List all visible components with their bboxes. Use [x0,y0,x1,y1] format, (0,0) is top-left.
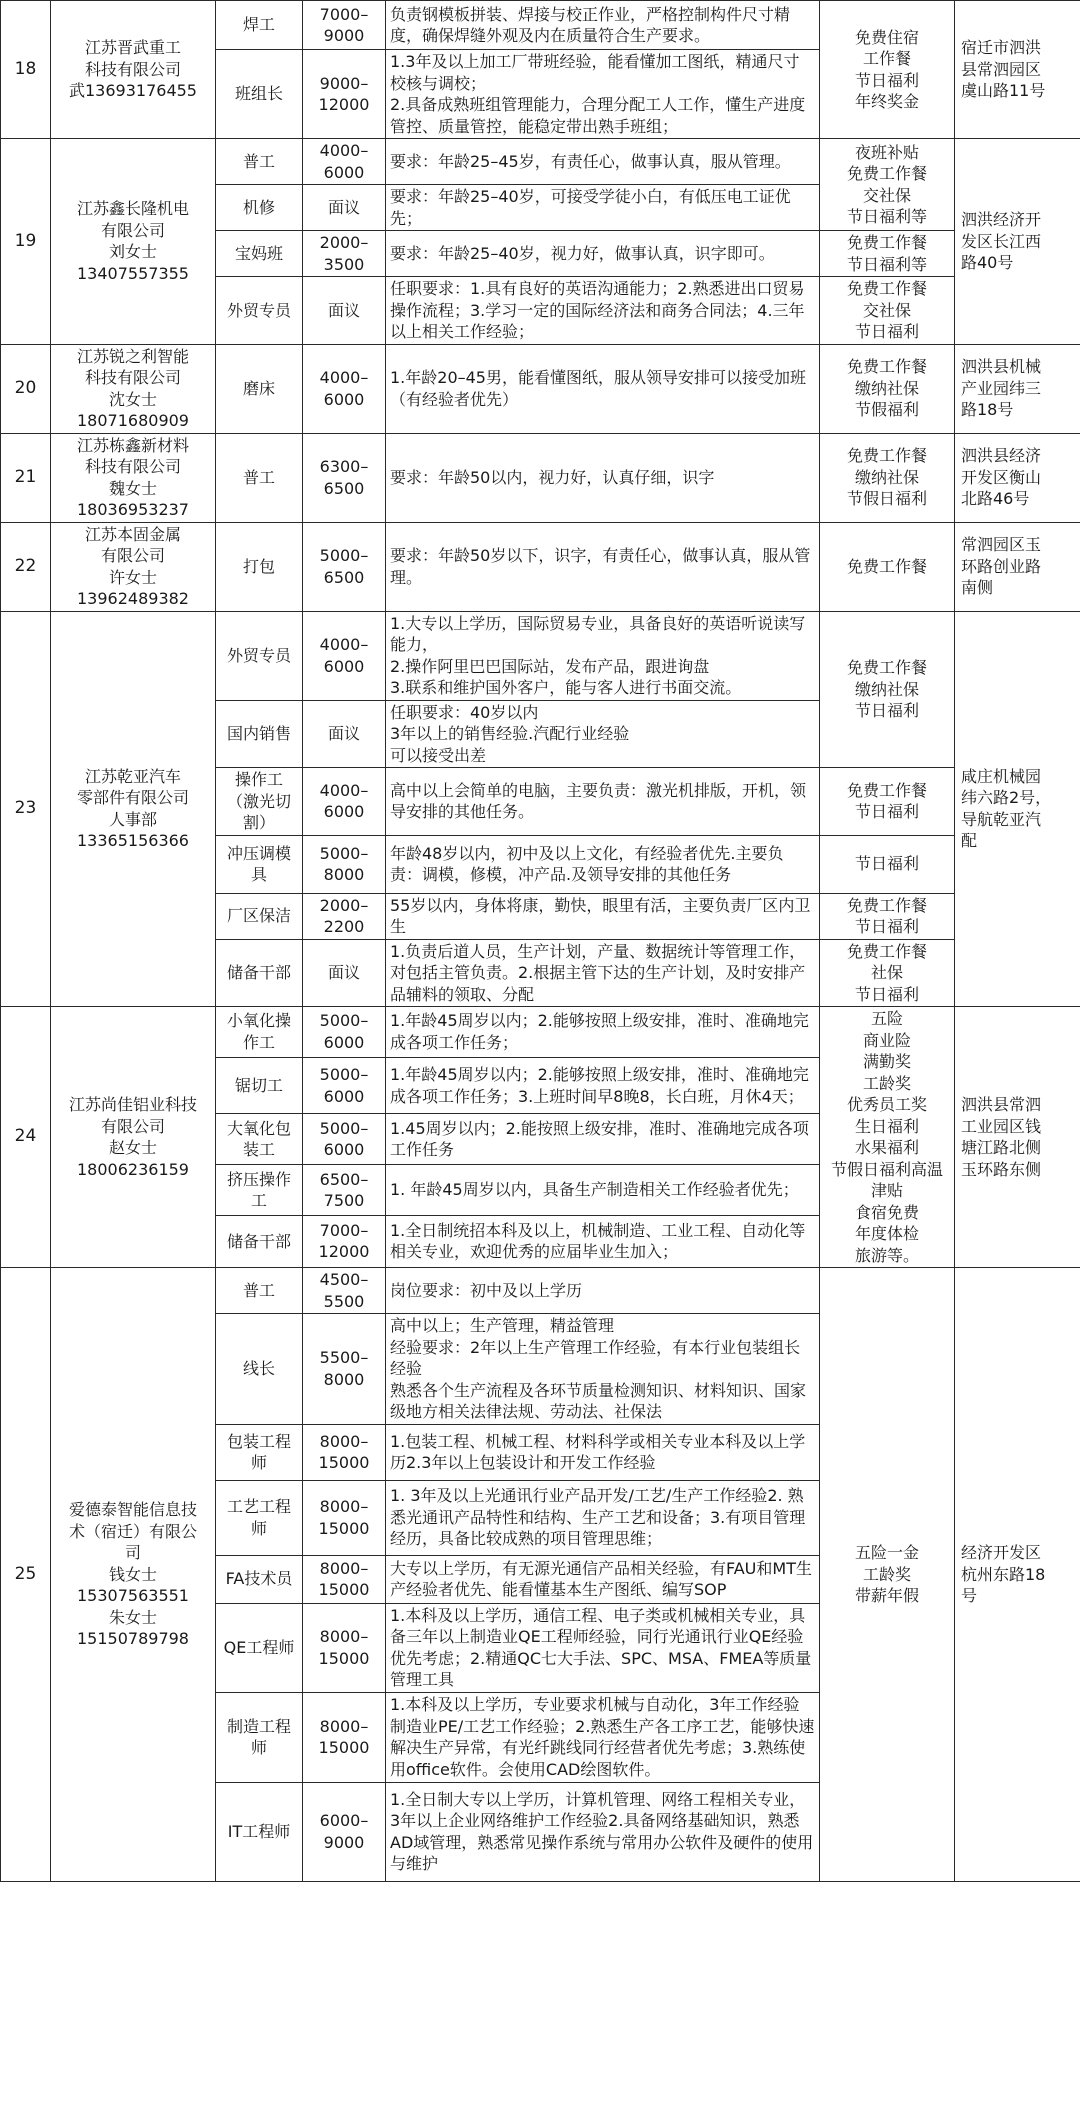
job-salary [303,768,386,836]
job-requirement [386,433,820,522]
job-benefits-text: 免费工作餐 缴纳社保 节假福利 [846,357,927,420]
job-position-text: 普工 [242,467,275,487]
job-salary-text: 2000–3500 [319,233,369,274]
company-info-text: 江苏锐之利智能 科技有限公司 沈女士 18071680909 [76,346,189,430]
company-address [955,433,1080,522]
job-requirement [386,185,820,231]
job-position [216,1,303,50]
company-info-text: 江苏乾亚汽车 零部件有限公司 人事部 13365156366 [76,766,189,851]
job-benefits [820,1,955,139]
job-salary [303,433,386,522]
job-benefits [820,277,955,345]
job-salary-text: 4500–5500 [319,1270,369,1311]
job-benefits-text: 免费工作餐 社保 节日福利 [846,941,927,1004]
job-requirement [386,939,820,1007]
job-requirement-text: 1.包装工程、机械工程、材料科学或相关专业本科及以上学历2.3年以上包装设计和开发工作经验 [390,1431,806,1472]
company-info [51,1,216,139]
job-salary-text: 4000–6000 [319,635,369,676]
job-salary-text: 面议 [327,197,360,217]
job-position-text: 宝妈班 [234,243,283,263]
job-requirement [386,1480,820,1555]
company-address [955,611,1080,1007]
row-number-text: 23 [14,798,37,818]
company-info [51,611,216,1007]
company-info [51,139,216,345]
job-requirement [386,344,820,433]
company-address-text: 泗洪县常泗 工业园区钱 塘江路北侧 玉环路东侧 [961,1095,1042,1179]
job-salary-text: 5000–6000 [319,1011,369,1052]
company-info-text: 江苏鑫长隆机电 有限公司 刘女士 13407557355 [76,199,189,283]
company-address-text: 经济开发区 杭州东路18 号 [961,1543,1046,1605]
job-position [216,1692,303,1782]
job-requirement [386,1114,820,1165]
job-position-text: 机修 [242,197,275,217]
company-address-text: 咸庄机械园 纬六路2号， 导航乾亚汽 配 [961,766,1052,851]
row-number [1,433,51,522]
job-benefits-text: 节日福利 [854,854,919,874]
job-salary [303,893,386,939]
job-position [216,1782,303,1881]
job-salary-text: 6500–7500 [319,1169,369,1211]
row-number [1,611,51,1007]
job-position [216,1555,303,1603]
row-number [1,1268,51,1882]
table-row [1,1007,1080,1058]
job-salary [303,1692,386,1782]
row-number-text: 19 [14,230,37,251]
job-salary-text: 8000–15000 [318,1716,370,1757]
job-requirement [386,893,820,939]
company-info [51,1007,216,1268]
job-position-text: 打包 [242,556,275,576]
job-position-text: 工艺工程师 [226,1497,291,1538]
job-requirement [386,1268,820,1314]
job-salary [303,1424,386,1480]
job-salary [303,50,386,139]
company-info [51,1268,216,1882]
company-address-text: 泗洪县机械 产业园纬三 路18号 [961,357,1042,420]
job-benefits-text: 五险 商业险 满勤奖 工龄奖 优秀员工奖 生日福利 水果福利 节假日福利高温津贴 食宿免费 年度体检 旅游等。 [830,1009,943,1265]
job-position-text: 普工 [242,151,275,171]
job-salary-text: 2000–2200 [319,895,369,936]
row-number [1,1007,51,1268]
job-position [216,700,303,768]
job-requirement-text: 1.年龄20–45男，能看懂图纸，服从领导安排可以接受加班（有经验者优先） [390,368,806,409]
job-benefits-text: 免费工作餐 节日福利 [846,780,927,822]
job-requirement-text: 1. 3年及以上光通讯行业产品开发/工艺/生产工作经验2. 熟悉光通讯产品特性和结构、生产工艺和设备；3.有项目管理经历，具备比较成熟的项目管理思维； [390,1486,806,1549]
job-salary-text: 面议 [327,300,360,320]
job-requirement [386,139,820,185]
job-requirement-text: 要求：年龄50以内，视力好，认真仔细，识字 [390,467,715,487]
row-number-text: 24 [14,1126,37,1147]
job-position [216,50,303,139]
job-position [216,768,303,836]
job-requirement-text: 任职要求：1.具有良好的英语沟通能力；2.熟悉进出口贸易操作流程；3.学习一定的国际经济法和商务合同法；4.三年以上相关工作经验； [390,279,805,341]
job-benefits [820,522,955,611]
job-salary [303,1603,386,1692]
job-salary-text: 5000–6000 [319,1065,369,1106]
job-requirement [386,611,820,700]
job-salary-text: 4000–6000 [319,368,369,409]
job-position-text: 锯切工 [234,1075,283,1095]
job-position-text: 大氧化包装工 [226,1118,291,1160]
job-requirement [386,1314,820,1425]
job-requirement-text: 任职要求：40岁以内 3年以上的销售经验.汽配行业经验 可以接受出差 [390,702,630,765]
job-position-text: 制造工程师 [226,1716,291,1757]
job-salary-text: 面议 [327,724,360,743]
row-number-text: 20 [14,377,37,398]
job-salary [303,1268,386,1314]
company-address [955,1,1080,139]
table-row [1,433,1080,522]
job-position-text: 储备干部 [226,1231,291,1251]
row-number-text: 25 [14,1563,37,1584]
job-salary [303,522,386,611]
company-address [955,139,1080,345]
job-salary-text: 7000–9000 [319,4,369,45]
job-benefits-text: 免费工作餐 [846,556,927,576]
row-number [1,522,51,611]
job-salary [303,1007,386,1058]
job-requirement [386,1215,820,1267]
job-benefits-text: 免费工作餐 缴纳社保 节日福利 [846,658,927,720]
table-row [1,522,1080,611]
job-requirement [386,277,820,345]
job-benefits [820,231,955,277]
job-position [216,1007,303,1058]
job-requirement [386,1692,820,1782]
company-address-text: 泗洪县经济 开发区衡山 北路46号 [961,446,1042,509]
job-position [216,1215,303,1267]
job-salary-text: 5000–6000 [319,1118,369,1160]
job-position-text: 普工 [242,1280,275,1300]
job-requirement-text: 1.全日制统招本科及以上，机械制造、工业工程、自动化等相关专业，欢迎优秀的应届毕业生加入； [390,1220,806,1262]
company-info-text: 江苏栋鑫新材料 科技有限公司 魏女士 18036953237 [76,435,189,519]
job-requirement [386,1007,820,1058]
job-position-text: 线长 [242,1359,275,1378]
job-requirement-text: 高中以上；生产管理，精益管理 经验要求：2年以上生产管理工作经验，有本行业包装组长经验 熟悉各个生产流程及各环节质量检测知识、材料知识、国家级地方相关法律法规、劳动法、社保法 [390,1316,807,1421]
job-salary [303,835,386,893]
table-row [1,1268,1080,1314]
job-requirement-text: 要求：年龄25–45岁，有责任心，做事认真，服从管理。 [390,151,791,171]
job-benefits [820,1268,955,1882]
job-position [216,522,303,611]
job-position [216,939,303,1007]
job-position [216,835,303,893]
job-salary [303,1215,386,1267]
job-salary [303,231,386,277]
table-row [1,611,1080,700]
company-info-text: 江苏本固金属 有限公司 许女士 13962489382 [77,524,189,608]
job-salary [303,1782,386,1881]
job-position-text: 国内销售 [226,724,291,743]
job-position [216,1480,303,1555]
job-salary-text: 6300–6500 [319,457,369,498]
job-requirement [386,1555,820,1603]
job-salary-text: 6000–9000 [319,1811,369,1852]
job-benefits-text: 免费工作餐 交社保 节日福利 [846,279,927,341]
job-salary [303,277,386,345]
job-requirement-text: 1.本科及以上学历，通信工程、电子类或机械相关专业，具备三年以上制造业QE工程师经验，同行光通讯行业QE经验优先考虑；2.精通QC七大手法、SPC、MSA、FMEA等质量管理工具 [390,1605,812,1689]
job-benefits-text: 免费工作餐 节日福利等 [846,233,927,274]
job-benefits [820,139,955,231]
job-requirement-text: 55岁以内，身体将康，勤快，眼里有活，主要负责厂区内卫生 [390,895,811,936]
company-address [955,1268,1080,1882]
job-benefits-text: 免费工作餐 节日福利 [846,895,927,936]
job-salary-text: 5000–6500 [319,546,369,587]
job-benefits-text: 五险一金 工龄奖 带薪年假 [854,1543,919,1605]
job-position-text: 包装工程师 [226,1431,291,1472]
row-number [1,1,51,139]
job-requirement [386,1057,820,1113]
job-salary-text: 4000–6000 [319,780,369,822]
job-requirement [386,1424,820,1480]
job-requirement-text: 1.本科及以上学历，专业要求机械与自动化，3年工作经验制造业PE/工艺工作经验；2.熟悉生产各工序工艺，能够快速解决生产异常，有光纤跳线同行经营者优先考虑；3.熟练使用office软件。会使用CAD绘图软件。 [390,1695,815,1779]
row-number-text: 18 [14,58,37,79]
job-position [216,344,303,433]
row-number-text: 22 [14,555,37,576]
job-benefits-text: 免费工作餐 缴纳社保 节假日福利 [846,446,927,509]
company-address [955,344,1080,433]
job-requirement-text: 要求：年龄50岁以下，识字，有责任心，做事认真，服从管理。 [390,546,811,587]
company-info [51,522,216,611]
job-benefits [820,893,955,939]
table-row [1,344,1080,433]
job-salary-text: 8000–15000 [318,1558,370,1599]
job-benefits [820,611,955,768]
job-position [216,139,303,185]
job-salary [303,1480,386,1555]
job-salary-text: 9000–12000 [318,73,370,114]
job-benefits [820,1007,955,1268]
job-salary [303,1,386,50]
row-number [1,139,51,345]
job-position [216,893,303,939]
job-position-text: 厂区保洁 [226,906,291,926]
job-position-text: 磨床 [242,378,275,398]
job-position [216,185,303,231]
job-position [216,1424,303,1480]
job-position-text: 外贸专员 [226,300,291,320]
job-position-text: 外贸专员 [226,645,291,665]
table-row [1,1,1080,50]
row-number [1,344,51,433]
job-salary-text: 8000–15000 [318,1627,370,1668]
job-position-text: 班组长 [234,84,283,104]
job-requirement-text: 1.45周岁以内；2.能按照上级安排，准时、准确地完成各项工作任务 [390,1118,809,1160]
job-benefits [820,768,955,836]
job-benefits [820,835,955,893]
job-requirement [386,768,820,836]
company-address-text: 常泗园区玉 环路创业路 南侧 [961,535,1042,598]
job-position-text: 冲压调模具 [226,843,291,884]
job-salary [303,185,386,231]
job-requirement-text: 1.年龄45周岁以内；2.能够按照上级安排，准时、准确地完成各项工作任务； [390,1011,809,1052]
job-requirement [386,1,820,50]
job-position-text: QE工程师 [223,1637,295,1657]
job-position-text: 焊工 [242,15,275,35]
job-requirement-text: 1. 年龄45周岁以内，具备生产制造相关工作经验者优先； [390,1180,799,1200]
job-salary [303,611,386,700]
job-position [216,1114,303,1165]
job-requirement-text: 大专以上学历，有无源光通信产品相关经验，有FAU和MT生产经验者优先、能看懂基本生产图纸、编写SOP [390,1558,812,1599]
job-requirement-text: 高中以上会简单的电脑，主要负责：激光机排版，开机，领导安排的其他任务。 [390,780,807,822]
job-benefits-text: 免费住宿 工作餐 节日福利 年终奖金 [854,27,919,111]
job-requirement-text: 要求：年龄25–40岁，视力好，做事认真，识字即可。 [390,243,775,263]
job-requirement-text: 要求：年龄25–40岁，可接受学徒小白，有低压电工证优先； [390,187,791,228]
company-info-text: 江苏尚佳铝业科技 有限公司 赵女士 18006236159 [68,1095,197,1179]
job-requirement-text: 岗位要求：初中及以上学历 [390,1280,583,1300]
job-position [216,277,303,345]
job-salary-text: 8000–15000 [318,1431,370,1472]
job-requirement [386,231,820,277]
job-position [216,611,303,700]
job-position [216,1057,303,1113]
job-salary [303,1314,386,1425]
job-position-text: FA技术员 [225,1569,293,1589]
job-requirement-text: 1.负责后道人员，生产计划，产量、数据统计等管理工作，对包括主管负责。2.根据主管下达的生产计划，及时安排产品辅料的领取、分配 [390,941,806,1004]
job-requirement [386,1165,820,1216]
job-requirement-text: 年龄48岁以内，初中及以上文化，有经验者优先.主要负责：调模，修模，冲产品.及领导安排的其他任务 [390,843,784,884]
table-row [1,139,1080,185]
company-info [51,433,216,522]
company-address-text: 泗洪经济开 发区长江西 路40号 [961,210,1042,272]
job-benefits-text: 夜班补贴 免费工作餐 交社保 节日福利等 [846,142,927,226]
job-position [216,1165,303,1216]
job-salary-text: 4000–6000 [319,141,369,182]
company-address [955,522,1080,611]
job-salary-text: 5000–8000 [319,843,369,884]
row-number-text: 21 [14,466,37,487]
job-requirement-text: 1.大专以上学历，国际贸易专业，具备良好的英语听说读写能力， 2.操作阿里巴巴国际站，发布产品，跟进询盘 3.联系和维护国外客户，能与客人进行书面交流。 [390,613,806,697]
job-position-text: 小氧化操作工 [226,1011,291,1052]
job-requirement [386,1603,820,1692]
job-position-text: 操作工（激光切割） [226,770,291,832]
job-requirement-text: 1.3年及以上加工厂带班经验，能看懂加工图纸，精通尺寸校核与调校； 2.具备成熟班组管理能力，合理分配工人工作，懂生产进度管控、质量管控，能稳定带出熟手班组； [390,52,806,136]
job-benefits [820,939,955,1007]
company-address [955,1007,1080,1268]
job-requirement [386,522,820,611]
job-requirement [386,835,820,893]
company-info-text: 爱德泰智能信息技 术（宿迁）有限公 司 钱女士 15307563551 朱女士 15150789798 [68,1500,197,1648]
company-address-text: 宿迁市泗洪 县常泗园区 虞山路11号 [961,38,1046,101]
job-position [216,1314,303,1425]
job-benefits [820,433,955,522]
job-salary [303,1555,386,1603]
job-position [216,1603,303,1692]
job-requirement [386,50,820,139]
company-info-text: 江苏晋武重工 科技有限公司 武13693176455 [69,38,197,101]
job-requirement [386,1782,820,1881]
job-salary-text: 7000–12000 [318,1220,370,1262]
job-salary-text: 8000–15000 [318,1497,370,1538]
job-position-text: IT工程师 [227,1821,291,1841]
job-requirement-text: 负责钢模板拼装、焊接与校正作业，严格控制构件尺寸精度，确保焊缝外观及内在质量符合生产要求。 [390,4,791,45]
job-salary [303,700,386,768]
job-salary [303,344,386,433]
job-salary [303,939,386,1007]
job-position-text: 挤压操作工 [226,1169,291,1211]
job-position [216,433,303,522]
job-salary [303,1057,386,1113]
job-salary [303,139,386,185]
job-requirement-text: 1.全日制大专以上学历，计算机管理、网络工程相关专业，3年以上企业网络维护工作经验2.具备网络基础知识，熟悉AD域管理，熟悉常见操作系统与常用办公软件及硬件的使用与维护 [390,1789,814,1873]
job-requirement [386,700,820,768]
job-benefits [820,344,955,433]
job-position-text: 储备干部 [226,963,291,982]
job-requirement-text: 1.年龄45周岁以内；2.能够按照上级安排，准时、准确地完成各项工作任务；3.上班时间早8晚8，长白班，月休4天； [390,1065,809,1106]
job-salary [303,1165,386,1216]
job-salary-text: 5500–8000 [319,1348,369,1389]
job-salary-text: 面议 [327,963,360,982]
company-info [51,344,216,433]
job-position [216,1268,303,1314]
job-position [216,231,303,277]
job-salary [303,1114,386,1165]
